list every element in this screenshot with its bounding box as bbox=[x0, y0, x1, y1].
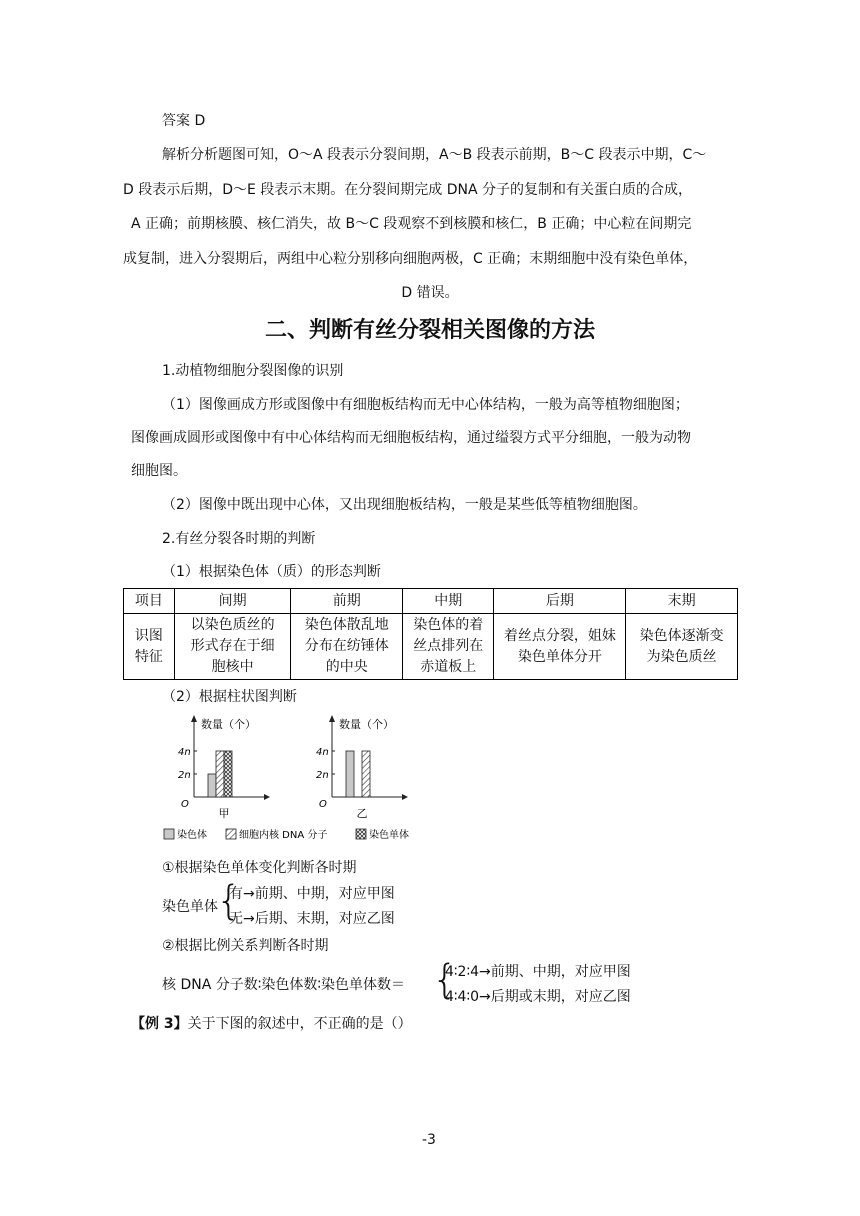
analysis-line-5: D 错误。 bbox=[401, 285, 459, 301]
rule2-label: 核 DNA 分子数∶染色体数∶染色单体数＝ bbox=[162, 977, 406, 993]
chart-name: 乙 bbox=[356, 807, 368, 820]
table-cell bbox=[174, 614, 291, 680]
rule1-line-1: 有→前期、中期，对应甲图 bbox=[229, 886, 395, 902]
s2-title: 2.有丝分裂各时期的判断 bbox=[162, 531, 316, 547]
table-header: 后期 bbox=[494, 589, 626, 614]
cell-line: 胞核中 bbox=[211, 659, 254, 675]
phase-feature-table bbox=[123, 588, 738, 680]
legend-label: 染色体 bbox=[177, 830, 207, 841]
rule1-label: 染色单体 bbox=[162, 899, 218, 915]
s1-p1-line-1: （1）图像画成方形或图像中有细胞板结构而无中心体结构，一般为高等植物细胞图； bbox=[162, 397, 689, 413]
legend-swatch bbox=[164, 829, 174, 839]
y-tick-label: 4n bbox=[316, 747, 329, 758]
table-cell bbox=[403, 614, 494, 680]
bar-chromatid bbox=[224, 751, 232, 797]
y-axis-title: 数量（个） bbox=[339, 718, 394, 731]
table-header: 中期 bbox=[403, 589, 494, 614]
cell-line: 特征 bbox=[134, 648, 163, 665]
legend-swatch bbox=[356, 829, 366, 839]
legend-label: 细胞内核 DNA 分子 bbox=[239, 830, 328, 841]
rule1-line-2: 无→后期、末期，对应乙图 bbox=[229, 911, 395, 927]
analysis-line-1: 解析分析题图可知，O～A 段表示分裂间期，A～B 段表示前期，B～C 段表示中期，C～ bbox=[162, 147, 707, 163]
y-axis-arrow-icon bbox=[191, 715, 197, 722]
table-cell-label bbox=[124, 614, 175, 680]
s2-sub1: （1）根据染色体（质）的形态判断 bbox=[162, 564, 381, 580]
y-tick-label: 2n bbox=[178, 770, 191, 781]
cell-line: 染色体的着 bbox=[413, 617, 484, 633]
table-row bbox=[124, 614, 738, 680]
bar-chromosome bbox=[208, 774, 216, 797]
table-header: 末期 bbox=[626, 589, 738, 614]
cell-line: 为染色质丝 bbox=[646, 648, 717, 665]
example-3 bbox=[131, 1014, 412, 1034]
cell-line: 形式存在于细 bbox=[190, 638, 275, 654]
y-tick-label: 4n bbox=[178, 747, 191, 758]
y-tick-label: 2n bbox=[316, 770, 329, 781]
bar-dna bbox=[216, 751, 224, 797]
rule2-line-2: 4∶4∶0→后期或末期，对应乙图 bbox=[445, 989, 631, 1005]
bar-chart-1 bbox=[178, 715, 270, 820]
table-cell bbox=[626, 614, 738, 680]
table-cell bbox=[291, 614, 403, 680]
cell-line: 的中央 bbox=[325, 659, 368, 675]
bar-chart-2 bbox=[316, 715, 408, 820]
cell-line: 以染色质丝的 bbox=[190, 617, 275, 633]
table-header: 前期 bbox=[291, 589, 403, 614]
y-axis-arrow-icon bbox=[329, 715, 335, 722]
legend-label: 染色单体 bbox=[369, 830, 409, 841]
table-cell bbox=[494, 614, 626, 680]
s1-p2: （2）图像中既出现中心体，又出现细胞板结构，一般是某些低等植物细胞图。 bbox=[162, 497, 647, 513]
legend-swatch bbox=[226, 829, 236, 839]
table-header: 间期 bbox=[174, 589, 291, 614]
s2-sub2: （2）根据柱状图判断 bbox=[162, 689, 297, 705]
y-axis-title: 数量（个） bbox=[201, 718, 256, 731]
brace-icon: { bbox=[216, 878, 242, 924]
answer-line: 答案 D bbox=[162, 113, 206, 129]
origin-label: O bbox=[319, 799, 327, 810]
cell-line: 着丝点分裂，姐妹 bbox=[503, 627, 616, 644]
rule1-title: ①根据染色单体变化判断各时期 bbox=[162, 860, 357, 876]
rule2-line-1: 4∶2∶4→前期、中期，对应甲图 bbox=[445, 964, 631, 980]
rule2-title: ②根据比例关系判断各时期 bbox=[162, 938, 329, 954]
table-header: 项目 bbox=[124, 589, 175, 614]
bar-dna bbox=[362, 751, 370, 797]
s1-p1-line-2: 图像画成圆形或图像中有中心体结构而无细胞板结构，通过缢裂方式平分细胞，一般为动物 bbox=[131, 430, 691, 446]
brace-icon: { bbox=[432, 957, 458, 1003]
section-title: 二、判断有丝分裂相关图像的方法 bbox=[264, 318, 595, 343]
bar-chart-figure bbox=[158, 712, 428, 847]
analysis-line-3: A 正确；前期核膜、核仁消失，故 B～C 段观察不到核膜和核仁，B 正确；中心粒在间期完 bbox=[131, 216, 692, 232]
example-tag: 【例 3】 bbox=[131, 1016, 188, 1032]
example-text: 关于下图的叙述中，不正确的是（） bbox=[187, 1016, 412, 1032]
s1-title: 1.动植物细胞分裂图像的识别 bbox=[162, 363, 344, 379]
analysis-line-4: 成复制，进入分裂期后，两组中心粒分别移向细胞两极，C 正确；末期细胞中没有染色单体， bbox=[123, 251, 698, 267]
x-axis-arrow-icon bbox=[264, 794, 270, 800]
cell-line: 识图 bbox=[134, 627, 163, 644]
chart-name: 甲 bbox=[218, 807, 230, 820]
cell-line: 染色体逐渐变 bbox=[639, 627, 724, 644]
cell-line: 染色体散乱地 bbox=[304, 617, 389, 633]
s1-p1-line-3: 细胞图。 bbox=[131, 463, 187, 479]
bar-chromosome bbox=[346, 751, 354, 797]
table-header-row bbox=[124, 589, 738, 614]
cell-line: 丝点排列在 bbox=[413, 638, 484, 654]
analysis-line-2: D 段表示后期，D～E 段表示末期。在分裂间期完成 DNA 分子的复制和有关蛋白质的合成， bbox=[123, 182, 693, 198]
cell-line: 赤道板上 bbox=[420, 659, 477, 675]
cell-line: 染色单体分开 bbox=[517, 648, 602, 665]
origin-label: O bbox=[181, 799, 189, 810]
x-axis-arrow-icon bbox=[402, 794, 408, 800]
cell-line: 分布在纺锤体 bbox=[304, 638, 389, 654]
page-number: -3 bbox=[422, 1132, 436, 1148]
